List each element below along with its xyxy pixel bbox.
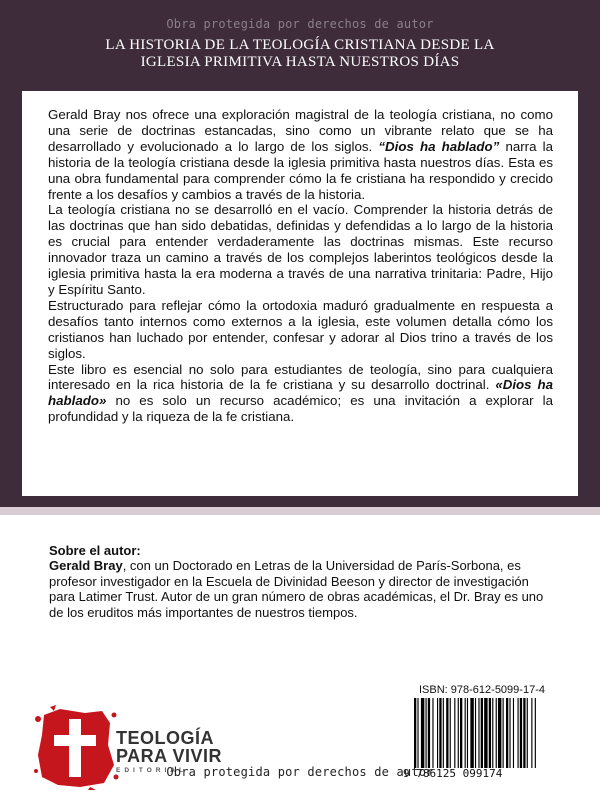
barcode-digits: 9 786125 099174: [403, 767, 503, 780]
publisher-line-1: TEOLOGÍA: [116, 728, 214, 748]
author-bio-text: , con un Doctorado en Letras de la Universidad de París-Sorbona, es profesor investigador en la Escuela de Divinidad Beeson y director de investigación para Latimer Trust. Autor de un gran número de obras académicas, el Dr. Bray es uno de los eruditos más importantes de nuestros tiempos.: [49, 558, 544, 620]
publisher-line-2: PARA VIVIR: [116, 746, 223, 766]
description-paragraph-3: Estructurado para reflejar cómo la ortodoxia maduró gradualmente en respuesta a desafíos tanto internos como externos a la iglesia, este volumen detalla cómo los cristianos han luchado por entender, confesar y adorar al Dios trino a través de los siglos.: [48, 297, 553, 361]
author-name: Gerald Bray: [49, 558, 123, 574]
description-paragraph-2: La teología cristiana no se desarrolló en el vacío. Comprender la historia detrás de las doctrinas que han sido debatidas, definidas y defendidas a lo largo de la historia es crucial para entender verdaderamente las doctrinas mismas. Este recurso innovador traza un camino a través de los complejos laberintos teológicos desde la iglesia primitiva hasta la era moderna a través de una narrativa trinitaria: Padre, Hijo y Espíritu Santo.: [48, 202, 553, 297]
p1-emphasis-title: “Dios ha hablado”: [378, 138, 500, 154]
title-line-1: LA HISTORIA DE LA TEOLOGÍA CRISTIANA DESDE LA: [105, 37, 495, 53]
description-paragraph-1: [48, 107, 553, 202]
description-text: [48, 107, 553, 425]
author-heading: Sobre el autor:: [49, 543, 141, 558]
author-bio: [49, 558, 554, 620]
watermark-top: Obra protegida por derechos de autor: [166, 17, 434, 31]
description-paragraph-4: [48, 362, 553, 426]
p4-emphasis-title: «Dios ha hablado»: [48, 377, 554, 409]
publisher-line-3: EDITORIAL: [116, 767, 187, 774]
p1-text-before: Gerald Bray nos ofrece una exploración magistral de la teología cristiana, no como una serie de doctrinas estancadas, sino como un vibrante relato que se ha desarrollado y evolucionado a lo largo de los siglos.: [48, 107, 553, 154]
p4-text-b: no es solo un recurso académico; es una invitación a explorar la profundidad y la riqueza de la fe cristiana.: [48, 393, 553, 425]
back-cover-title: [0, 37, 600, 71]
divider-band: [0, 507, 600, 515]
isbn-label: ISBN: 978-612-5099-17-4: [419, 684, 545, 696]
author-section: [49, 543, 554, 620]
p1-text-after: narra la historia de la teología cristiana desde la iglesia primitiva hasta nuestros días. Esta es una obra fundamental para comprender cómo la fe cristiana ha respondido y crecido frente a los desafíos y cambios a través de la historia.: [48, 138, 553, 202]
barcode-icon: [410, 698, 580, 768]
title-line-2: IGLESIA PRIMITIVA HASTA NUESTROS DÍAS: [140, 54, 460, 70]
p4-text-a: Este libro es esencial no solo para estudiantes de teología, sino para cualquiera interesado en la rica historia de la fe cristiana y su desarrollo doctrinal.: [48, 361, 553, 393]
watermark-bottom: Obra protegida por derechos de autor: [166, 765, 434, 779]
